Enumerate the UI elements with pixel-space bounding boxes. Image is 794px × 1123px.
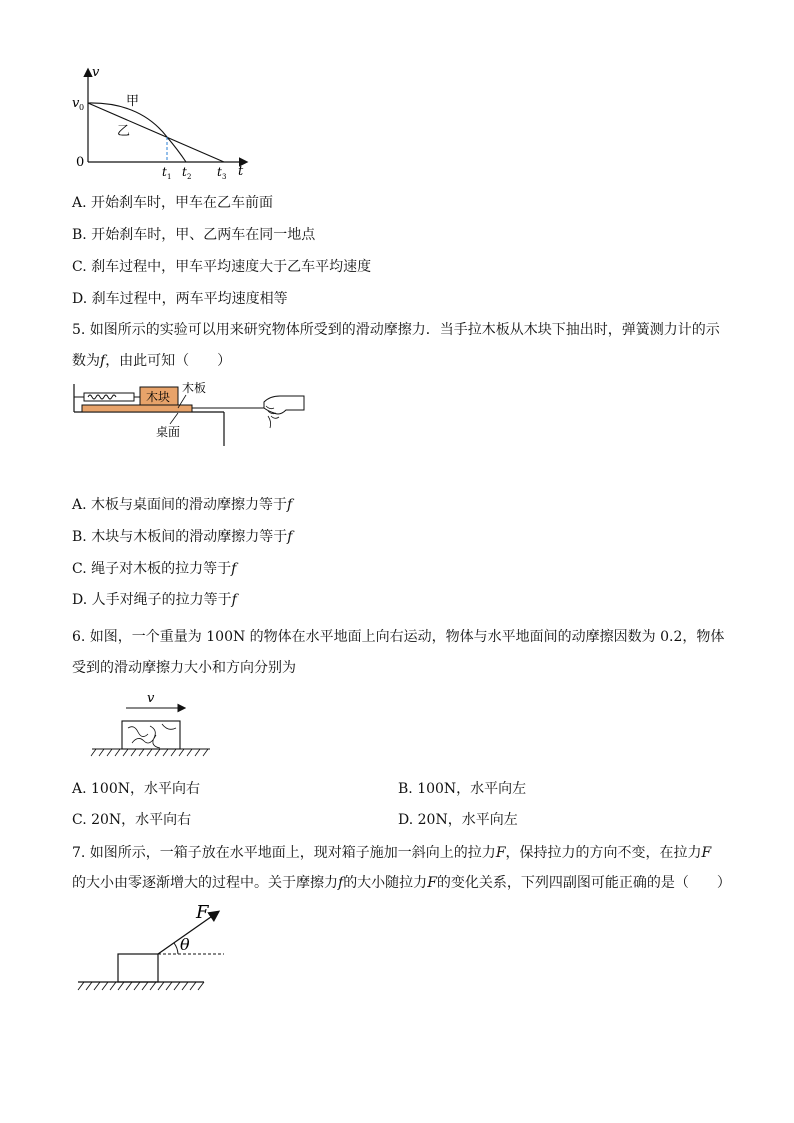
ground-hatch — [78, 982, 204, 990]
vt-graph — [60, 62, 260, 182]
board-label: 木板 — [182, 381, 207, 395]
q4-option-a: A. 开始刹车时，甲车在乙车前面 — [72, 195, 274, 211]
q5-option-b-var: f — [287, 529, 293, 545]
q5-option-a — [72, 494, 292, 514]
t3-label: t — [217, 165, 222, 179]
q7-stem-F3: F — [427, 875, 437, 891]
q5-option-d-var: f — [231, 592, 237, 608]
angle-arc — [174, 943, 178, 954]
rope-end — [268, 416, 271, 428]
q7-stem-text-a: 7. 如图所示，一箱子放在水平地面上，现对箱子施加一斜向上的拉力 — [72, 845, 496, 861]
q7-stem-F2: F — [701, 845, 712, 861]
table-leader — [170, 413, 178, 424]
q5-stem-f: f — [100, 353, 106, 369]
origin-label: 0 — [76, 155, 85, 170]
q7-box-figure — [74, 898, 234, 994]
v0-label: v — [72, 96, 80, 111]
force-label: F — [196, 902, 209, 923]
t3-sub: 3 — [222, 173, 227, 181]
yi-line — [88, 103, 224, 162]
velocity-label: v — [147, 691, 155, 706]
hand-icon — [264, 396, 304, 414]
q5-option-c — [72, 558, 236, 578]
t1-sub: 1 — [167, 173, 172, 181]
v-label: v — [92, 65, 100, 80]
t1-label: t — [162, 165, 167, 179]
block-label: 木块 — [146, 390, 171, 404]
q7-stem-text-b: ，保持拉力的方向不变，在拉力 — [505, 845, 702, 861]
q5-option-a-text: A. 木板与桌面间的滑动摩擦力等于 — [72, 497, 288, 513]
q5-stem-line2 — [72, 350, 231, 370]
t-label: t — [238, 164, 244, 179]
q7-stem-f: f — [338, 875, 344, 891]
q6-option-d: D. 20N，水平向左 — [398, 812, 518, 828]
q5-option-b-text: B. 木块与木板间的滑动摩擦力等于 — [72, 529, 288, 545]
q6-option-b: B. 100N，水平向左 — [398, 781, 527, 797]
q7-stem-line2 — [72, 872, 731, 892]
q7-stem-line1 — [72, 842, 711, 862]
q5-option-a-var: f — [287, 497, 293, 513]
wood-block — [122, 721, 180, 749]
q5-stem-text-a: 数为 — [72, 353, 100, 369]
v0-sub: 0 — [79, 103, 85, 112]
table-label: 桌面 — [156, 425, 181, 439]
box — [118, 954, 158, 982]
q7-stem-text-d: 的大小随拉力 — [343, 875, 428, 891]
ground-hatch — [91, 749, 208, 756]
q5-stem-text-b: ，由此可知（ ） — [105, 353, 232, 369]
q4-option-d: D. 刹车过程中，两车平均速度相等 — [72, 291, 288, 307]
q5-stem-line1: 5. 如图所示的实验可以用来研究物体所受到的滑动摩擦力．当手拉木板从木块下抽出时，弹簧测力计的示 — [72, 322, 720, 338]
t2-sub: 2 — [187, 173, 192, 181]
q4-option-c: C. 刹车过程中，甲车平均速度大于乙车平均速度 — [72, 259, 372, 275]
q5-option-d — [72, 589, 237, 609]
jia-curve — [88, 103, 186, 162]
q5-friction-figure — [68, 378, 308, 448]
q6-stem-line1: 6. 如图，一个重量为 100N 的物体在水平地面上向右运动，物体与水平地面间的动摩擦因数为 0.2，物体 — [72, 629, 725, 645]
q7-stem-F1: F — [495, 845, 506, 861]
q6-option-c: C. 20N，水平向右 — [72, 812, 192, 828]
q7-stem-text-c: 的大小由零逐渐增大的过程中。关于摩擦力 — [72, 875, 338, 891]
yi-label: 乙 — [117, 124, 131, 139]
q5-option-d-text: D. 人手对绳子的拉力等于 — [72, 592, 232, 608]
jia-label: 甲 — [126, 94, 140, 109]
q6-block-figure — [90, 688, 220, 758]
q7-stem-text-e: 的变化关系，下列四副图可能正确的是（ ） — [436, 875, 731, 891]
q6-stem-line2: 受到的滑动摩擦力大小和方向分别为 — [72, 660, 296, 676]
q5-option-c-var: f — [231, 561, 237, 577]
board — [82, 405, 192, 412]
q4-option-b: B. 开始刹车时，甲、乙两车在同一地点 — [72, 227, 316, 243]
theta-label: θ — [180, 935, 190, 954]
q5-option-b — [72, 526, 292, 546]
q5-option-c-text: C. 绳子对木板的拉力等于 — [72, 561, 232, 577]
t2-label: t — [182, 165, 187, 179]
q6-option-a: A. 100N，水平向右 — [72, 781, 200, 797]
